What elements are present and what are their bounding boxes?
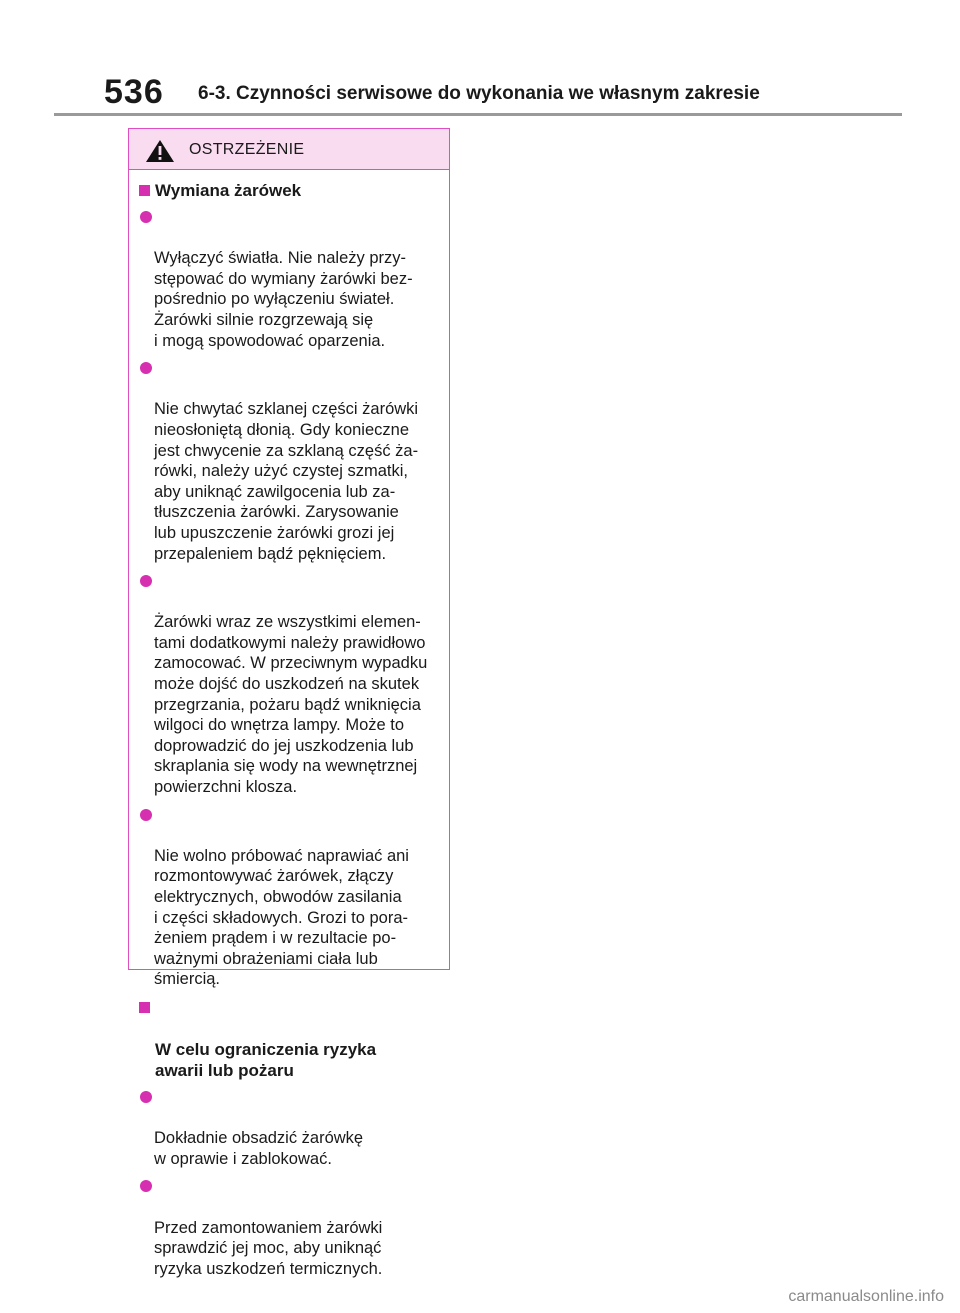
list-item-text: Dokładnie obsadzić żarówkę w oprawie i zablokować. [154,1129,364,1168]
list-item [139,805,439,990]
list-item-text: Wyłączyć światła. Nie należy przy- stępować do wymiany żarówki bez- pośrednio po wyłączeniu świateł. Żarówki silnie rozgrzewają się i mogą spowodować oparzenia. [154,249,413,350]
list-item [139,571,439,798]
circle-bullet-icon [140,575,152,587]
circle-bullet-icon [140,211,152,223]
warning-header [129,129,449,170]
section-heading-text: Wymiana żarówek [155,181,302,200]
circle-bullet-icon [140,362,152,374]
list-item [139,358,439,564]
square-bullet-icon [139,185,150,196]
warning-triangle-icon [145,139,175,163]
warning-title: OSTRZEŻENIE [189,141,305,158]
list-item [139,1087,439,1169]
header-divider [54,113,902,116]
watermark: carmanualsonline.info [788,1288,944,1305]
warning-box [128,128,450,1278]
section-heading [139,180,439,201]
section-heading-text: W celu ograniczenia ryzyka awarii lub pożaru [155,1039,377,1080]
list-item [139,207,439,351]
section-heading [139,997,439,1081]
chapter-title: 6-3. Czynności serwisowe do wykonania we własnym zakresie [198,83,760,104]
warning-body [129,170,449,1279]
list-item-text: Nie wolno próbować naprawiać ani rozmontowywać żarówek, złączy elektrycznych, obwodów zasilania i części składowych. Grozi to pora- żeniem prądem i w rezultacie po- ważnymi obrażeniami ciała lub śmiercią. [154,846,409,989]
circle-bullet-icon [140,1180,152,1192]
list-item-text: Żarówki wraz ze wszystkimi elemen- tami dodatkowymi należy prawidłowo zamocować. W przeciwnym wypadku może dojść do uszkodzeń na skutek przegrzania, pożaru bądź wniknięcia wilgoci do wnętrza lampy. Może to doprowadzić do jej uszkodzenia lub skraplania się wody na wewnętrznej powierzchni klosza. [154,613,428,797]
page-header [0,0,960,120]
list-item-text: Przed zamontowaniem żarówki sprawdzić jej moc, aby uniknąć ryzyka uszkodzeń termicznych. [154,1218,383,1278]
circle-bullet-icon [140,1091,152,1103]
circle-bullet-icon [140,809,152,821]
list-item [139,1176,439,1279]
square-bullet-icon [139,1002,150,1013]
list-item-text: Nie chwytać szklanej części żarówki nieosłoniętą dłonią. Gdy konieczne jest chwycenie za szklaną część ża- rówki, należy użyć czystej szmatki, aby uniknąć zawilgocenia lub za- tłuszczenia żarówki. Zarysowanie lub upuszczenie żarówki grozi jej przepaleniem bądź pęknięciem. [154,400,419,563]
page-number: 536 [104,73,164,111]
